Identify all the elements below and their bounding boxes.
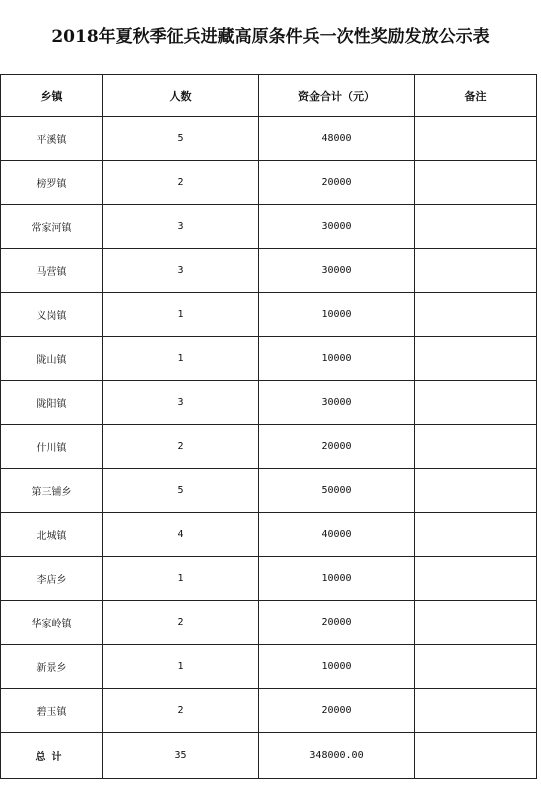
cell-town: 陇山镇 [1, 337, 103, 381]
table-row [1, 469, 537, 513]
cell-town: 平溪镇 [1, 117, 103, 161]
cell-amount: 30000 [259, 205, 415, 249]
table-row [1, 645, 537, 689]
total-label: 总计 [1, 733, 103, 779]
cell-note [415, 161, 537, 205]
total-amount: 348000.00 [259, 733, 415, 779]
cell-town: 第三铺乡 [1, 469, 103, 513]
table-row [1, 205, 537, 249]
cell-count: 2 [103, 689, 259, 733]
cell-count: 5 [103, 469, 259, 513]
cell-note [415, 117, 537, 161]
table-body [1, 117, 537, 733]
cell-count: 4 [103, 513, 259, 557]
cell-amount: 20000 [259, 425, 415, 469]
column-header-note: 备注 [415, 75, 537, 117]
cell-note [415, 601, 537, 645]
column-header-town: 乡镇 [1, 75, 103, 117]
cell-note [415, 381, 537, 425]
cell-amount: 48000 [259, 117, 415, 161]
cell-amount: 10000 [259, 337, 415, 381]
total-row [1, 733, 537, 779]
cell-note [415, 249, 537, 293]
cell-amount: 10000 [259, 293, 415, 337]
cell-town: 榜罗镇 [1, 161, 103, 205]
cell-town: 北城镇 [1, 513, 103, 557]
cell-count: 2 [103, 601, 259, 645]
cell-amount: 10000 [259, 557, 415, 601]
table-row [1, 425, 537, 469]
cell-note [415, 205, 537, 249]
cell-count: 1 [103, 645, 259, 689]
cell-count: 1 [103, 557, 259, 601]
table-row [1, 513, 537, 557]
cell-count: 3 [103, 249, 259, 293]
table-row [1, 293, 537, 337]
cell-count: 1 [103, 293, 259, 337]
table-row [1, 557, 537, 601]
cell-count: 3 [103, 205, 259, 249]
table-row [1, 601, 537, 645]
total-count: 35 [103, 733, 259, 779]
cell-town: 碧玉镇 [1, 689, 103, 733]
cell-town: 陇阳镇 [1, 381, 103, 425]
table-row [1, 381, 537, 425]
cell-amount: 30000 [259, 381, 415, 425]
cell-amount: 20000 [259, 601, 415, 645]
table-row [1, 689, 537, 733]
cell-note [415, 337, 537, 381]
cell-town: 常家河镇 [1, 205, 103, 249]
award-table [0, 74, 537, 779]
table-row [1, 249, 537, 293]
cell-amount: 20000 [259, 689, 415, 733]
column-header-count: 人数 [103, 75, 259, 117]
cell-town: 李店乡 [1, 557, 103, 601]
cell-note [415, 557, 537, 601]
cell-town: 马营镇 [1, 249, 103, 293]
cell-count: 1 [103, 337, 259, 381]
cell-amount: 40000 [259, 513, 415, 557]
cell-amount: 20000 [259, 161, 415, 205]
cell-town: 义岗镇 [1, 293, 103, 337]
cell-note [415, 425, 537, 469]
cell-note [415, 293, 537, 337]
cell-town: 新景乡 [1, 645, 103, 689]
cell-note [415, 689, 537, 733]
table-row [1, 117, 537, 161]
cell-amount: 30000 [259, 249, 415, 293]
cell-count: 2 [103, 161, 259, 205]
table-row [1, 337, 537, 381]
total-note [415, 733, 537, 779]
cell-amount: 50000 [259, 469, 415, 513]
table-row [1, 161, 537, 205]
cell-town: 什川镇 [1, 425, 103, 469]
cell-note [415, 469, 537, 513]
cell-town: 华家岭镇 [1, 601, 103, 645]
column-header-amount: 资金合计（元） [259, 75, 415, 117]
cell-note [415, 645, 537, 689]
cell-note [415, 513, 537, 557]
cell-amount: 10000 [259, 645, 415, 689]
cell-count: 3 [103, 381, 259, 425]
cell-count: 2 [103, 425, 259, 469]
page-title: 2018年夏秋季征兵进藏高原条件兵一次性奖励发放公示表 [51, 27, 490, 47]
table-header-row [1, 75, 537, 117]
cell-count: 5 [103, 117, 259, 161]
